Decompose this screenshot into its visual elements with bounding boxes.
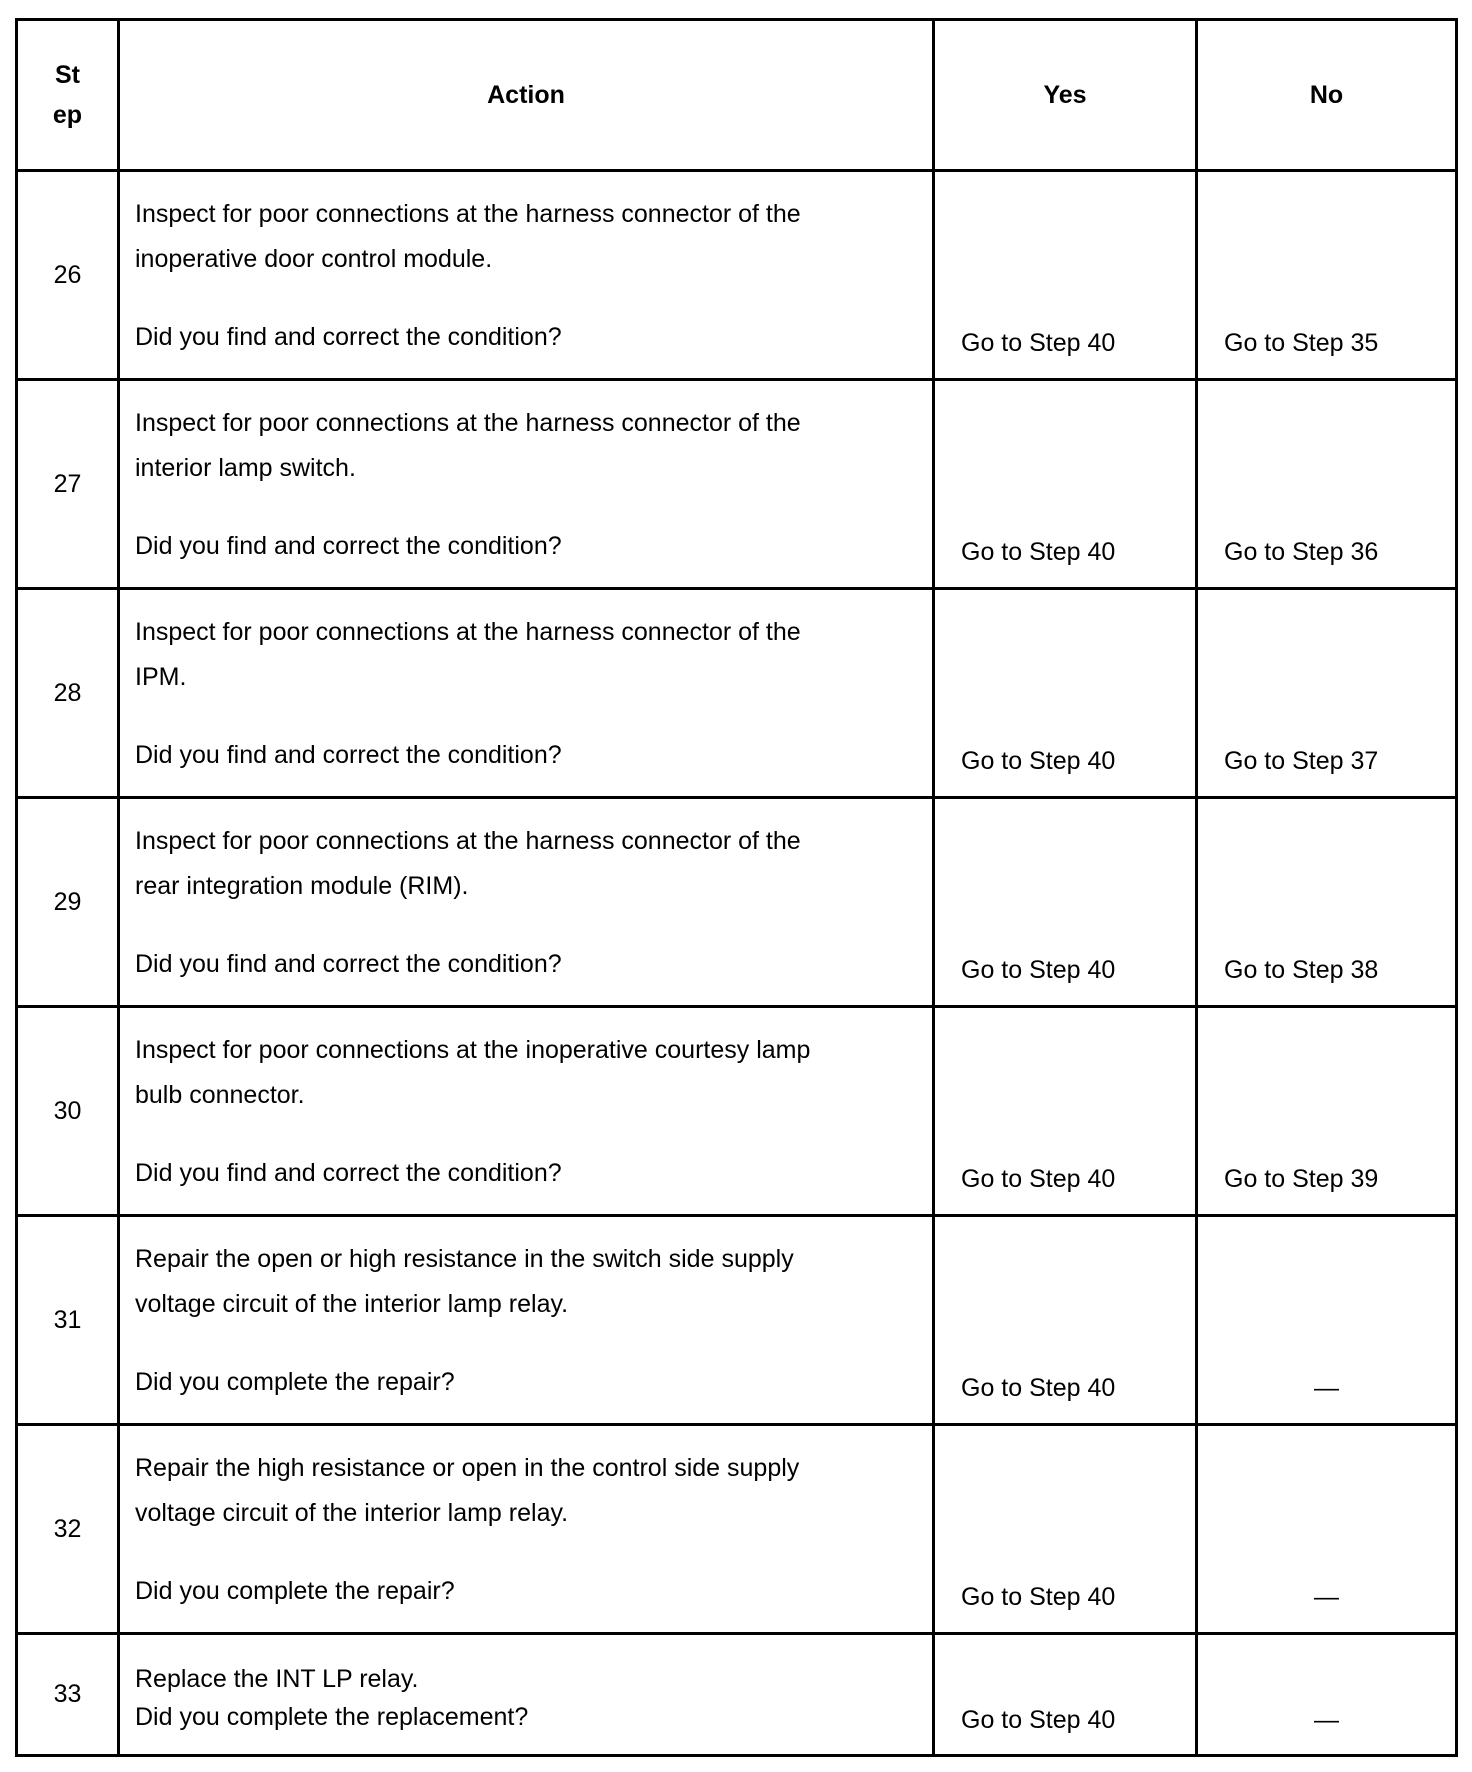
yes-result: Go to Step 40 [961,1583,1116,1611]
no-result: Go to Step 37 [1224,747,1379,775]
yes-result: Go to Step 40 [961,1706,1116,1734]
yes-cell [934,171,1197,380]
action-cell [119,380,934,589]
action-instruction: Inspect for poor connections at the harness connector of the interior lamp switch. [135,409,801,482]
action-question: Did you find and correct the condition? [135,323,562,351]
yes-result: Go to Step 40 [961,747,1116,775]
diagnostic-steps-table [15,18,1458,1757]
no-cell [1197,1216,1457,1425]
table-row [17,171,1457,380]
yes-cell [934,1425,1197,1634]
action-instruction: Inspect for poor connections at the harness connector of the rear integration module (RIM). [135,827,801,900]
yes-result: Go to Step 40 [961,1165,1116,1193]
no-result-dash: — [1314,1583,1339,1611]
step-number: 29 [17,798,119,1007]
step-number: 27 [17,380,119,589]
header-action: Action [119,20,934,171]
no-result: Go to Step 35 [1224,329,1379,357]
action-instruction: Repair the high resistance or open in the control side supply voltage circuit of the interior lamp relay. [135,1454,800,1527]
action-question: Did you complete the repair? [135,1577,455,1605]
header-row [17,20,1457,171]
action-instruction: Inspect for poor connections at the harness connector of the IPM. [135,618,801,691]
action-instruction: Inspect for poor connections at the harness connector of the inoperative door control module. [135,200,801,273]
action-question: Did you find and correct the condition? [135,950,562,978]
table-row [17,1634,1457,1756]
step-number: 31 [17,1216,119,1425]
action-instruction: Inspect for poor connections at the inoperative courtesy lamp bulb connector. [135,1036,811,1109]
yes-cell [934,1634,1197,1756]
table-row [17,380,1457,589]
table-row [17,1216,1457,1425]
no-cell [1197,1425,1457,1634]
yes-result: Go to Step 40 [961,1374,1116,1402]
action-question: Did you find and correct the condition? [135,741,562,769]
action-cell [119,1425,934,1634]
yes-cell [934,380,1197,589]
yes-result: Go to Step 40 [961,956,1116,984]
header-step: St ep [17,20,119,171]
no-cell [1197,589,1457,798]
action-cell [119,1007,934,1216]
action-question: Did you complete the repair? [135,1368,455,1396]
action-instruction: Repair the open or high resistance in the switch side supply voltage circuit of the interior lamp relay. [135,1245,794,1318]
no-result-dash: — [1314,1706,1339,1734]
no-result-dash: — [1314,1374,1339,1402]
action-cell [119,798,934,1007]
action-question: Did you complete the replacement? [135,1703,529,1731]
yes-cell [934,1007,1197,1216]
action-cell [119,1634,934,1756]
no-cell [1197,1007,1457,1216]
action-cell [119,1216,934,1425]
header-no: No [1197,20,1457,171]
table-row [17,1425,1457,1634]
no-cell [1197,380,1457,589]
step-number: 28 [17,589,119,798]
table-row [17,589,1457,798]
action-cell [119,589,934,798]
no-cell [1197,798,1457,1007]
header-yes: Yes [934,20,1197,171]
yes-result: Go to Step 40 [961,329,1116,357]
step-number: 33 [17,1634,119,1756]
step-number: 26 [17,171,119,380]
no-cell [1197,171,1457,380]
action-question: Did you find and correct the condition? [135,1159,562,1187]
table-row [17,1007,1457,1216]
step-number: 30 [17,1007,119,1216]
step-number: 32 [17,1425,119,1634]
table-row [17,798,1457,1007]
no-cell [1197,1634,1457,1756]
no-result: Go to Step 39 [1224,1165,1379,1193]
action-question: Did you find and correct the condition? [135,532,562,560]
no-result: Go to Step 36 [1224,538,1379,566]
yes-result: Go to Step 40 [961,538,1116,566]
yes-cell [934,589,1197,798]
no-result: Go to Step 38 [1224,956,1379,984]
action-instruction: Replace the INT LP relay. [135,1665,419,1693]
yes-cell [934,798,1197,1007]
action-cell [119,171,934,380]
yes-cell [934,1216,1197,1425]
